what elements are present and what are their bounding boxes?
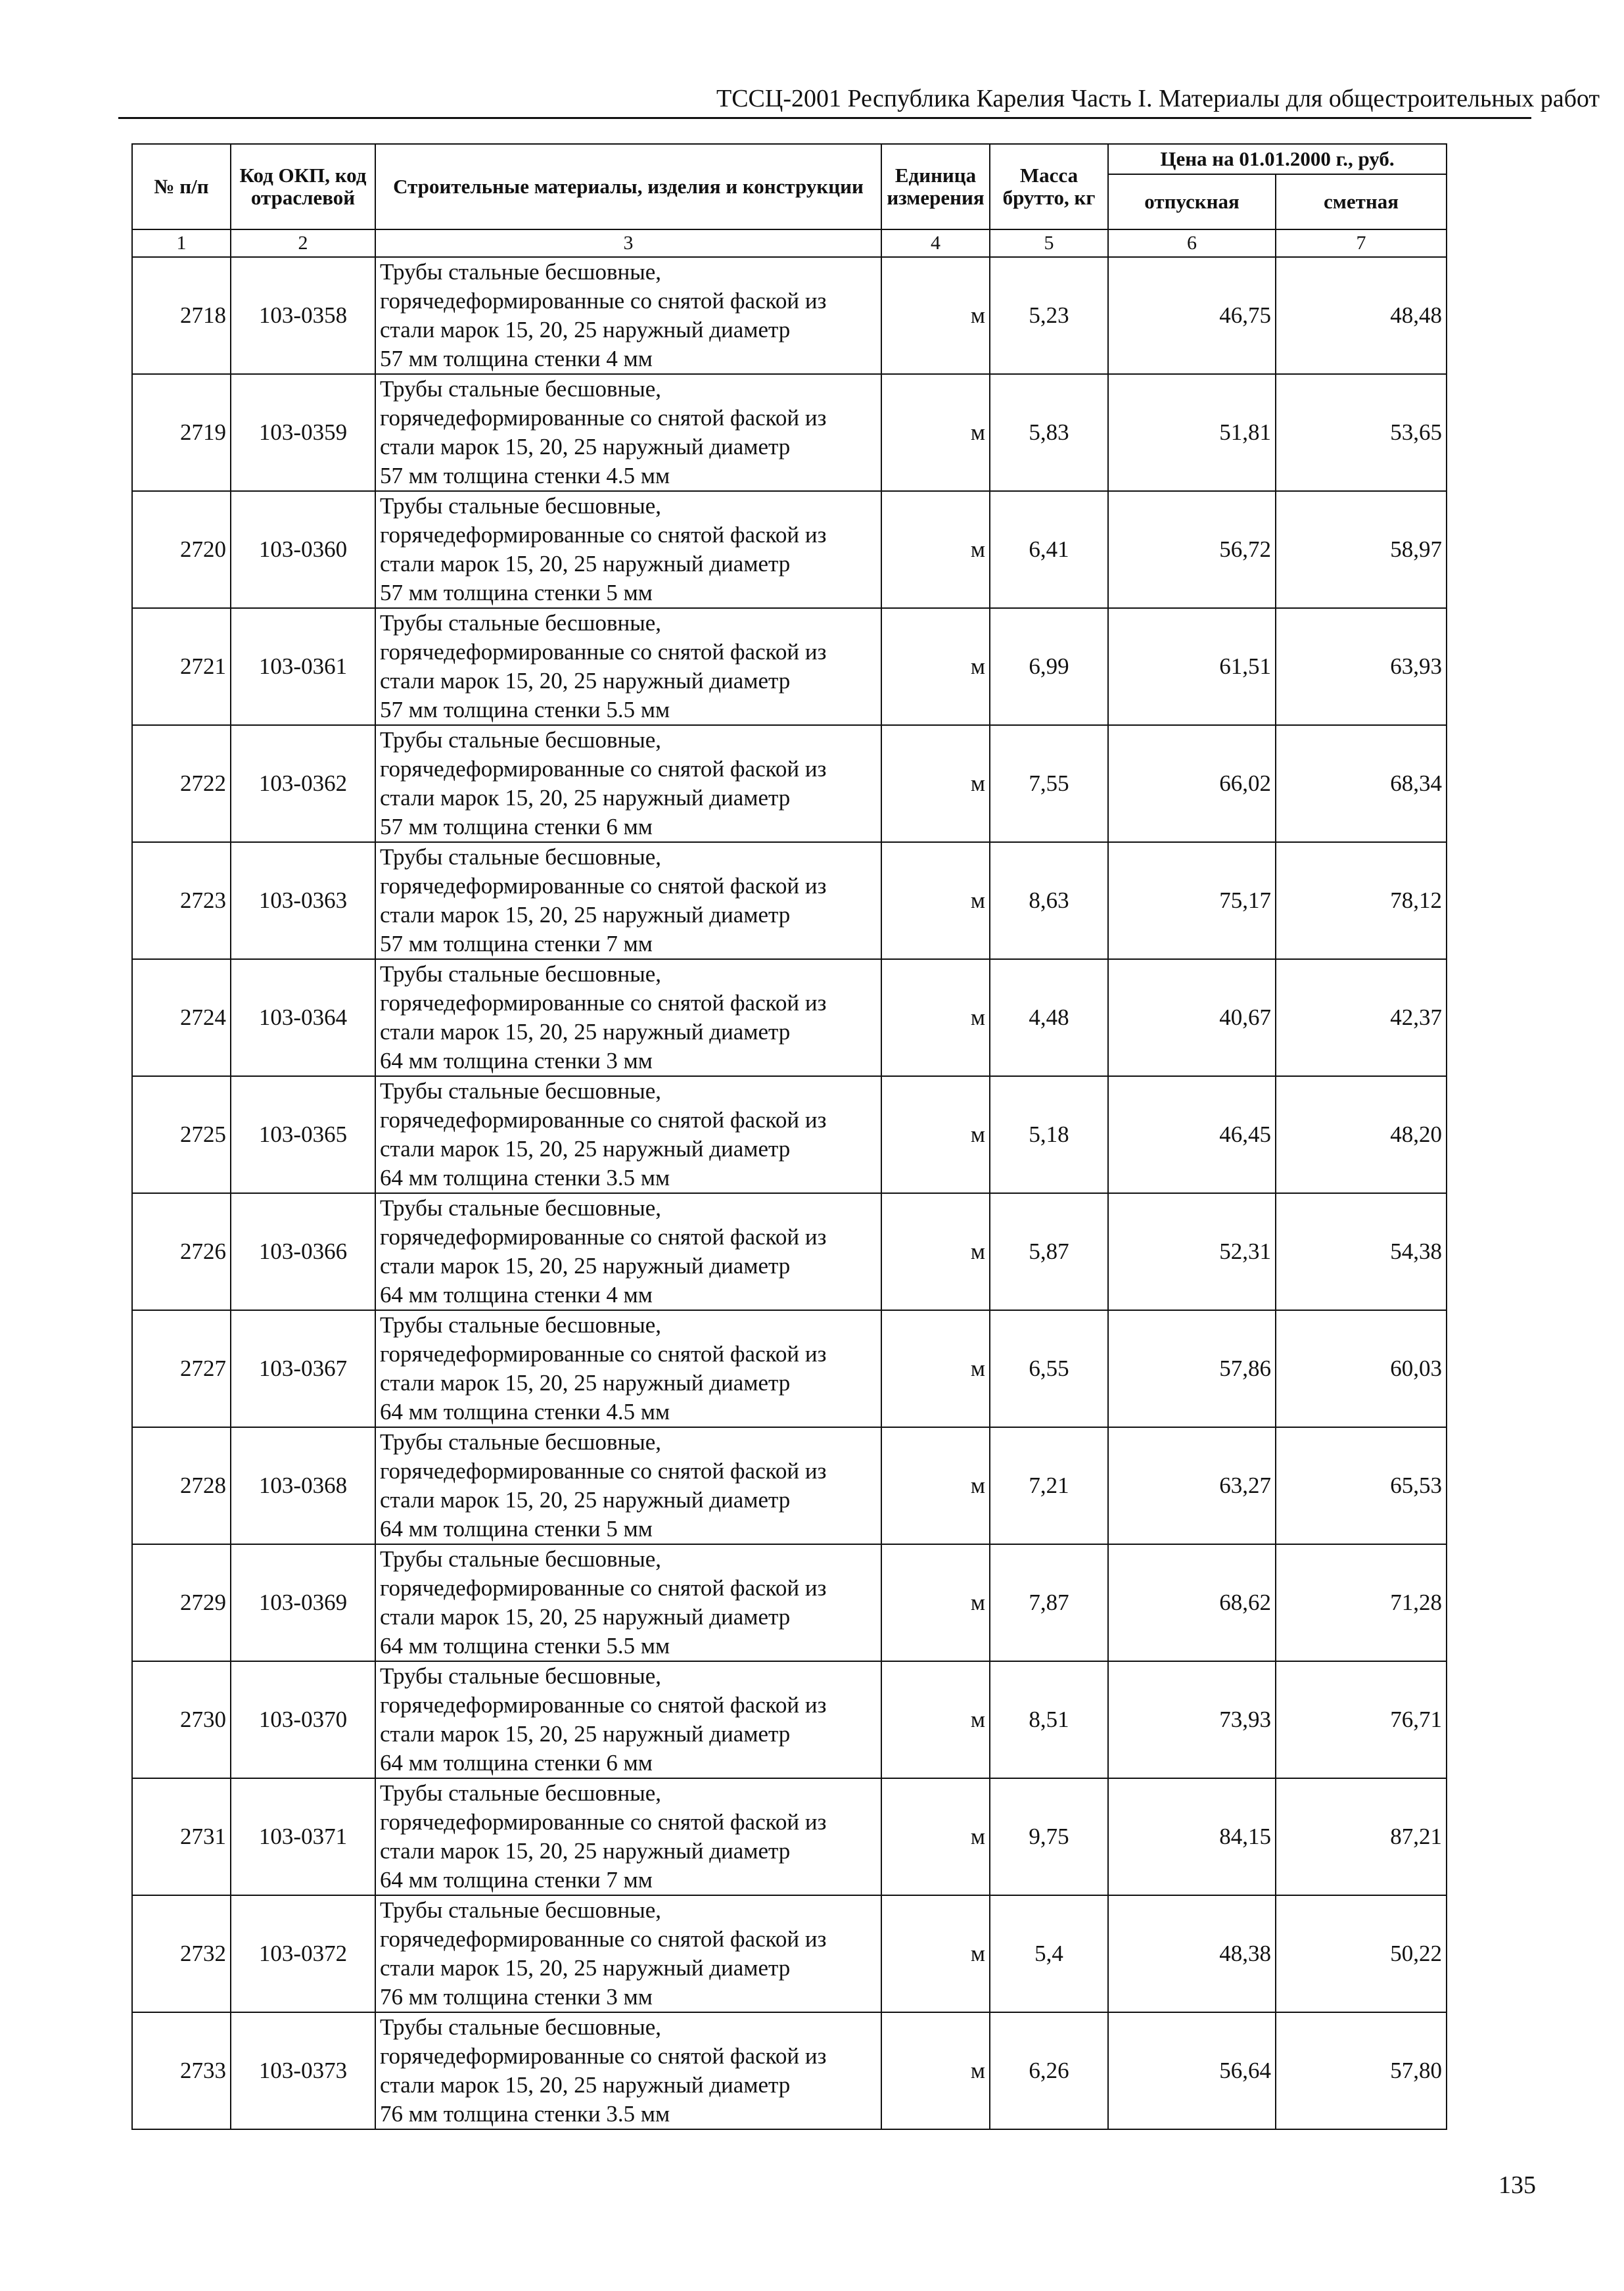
description-line: горячедеформированные со снятой фаской из bbox=[380, 1107, 827, 1133]
gross-mass: 5,18 bbox=[990, 1076, 1108, 1193]
column-number: 5 bbox=[990, 229, 1108, 257]
description-line: 76 мм толщина стенки 3 мм bbox=[380, 1984, 653, 2010]
description-line: 64 мм толщина стенки 6 мм bbox=[380, 1750, 653, 1776]
description-line: Трубы стальные бесшовные, bbox=[380, 1195, 662, 1221]
unit-of-measure: м bbox=[881, 1076, 990, 1193]
material-description bbox=[375, 1076, 881, 1193]
table-row bbox=[132, 959, 1447, 1076]
row-number: 2726 bbox=[132, 1193, 231, 1310]
description-line: стали марок 15, 20, 25 наружный диаметр bbox=[380, 902, 791, 928]
estimate-price: 87,21 bbox=[1276, 1778, 1447, 1895]
price-table bbox=[131, 143, 1447, 2130]
row-number: 2732 bbox=[132, 1895, 231, 2012]
okp-code: 103-0369 bbox=[231, 1544, 375, 1661]
gross-mass: 5,87 bbox=[990, 1193, 1108, 1310]
description-line: 64 мм толщина стенки 5 мм bbox=[380, 1516, 653, 1542]
unit-of-measure: м bbox=[881, 842, 990, 959]
okp-code: 103-0362 bbox=[231, 725, 375, 842]
description-line: Трубы стальные бесшовные, bbox=[380, 1429, 662, 1455]
gross-mass: 6,55 bbox=[990, 1310, 1108, 1427]
description-line: горячедеформированные со снятой фаской из bbox=[380, 990, 827, 1016]
estimate-price: 78,12 bbox=[1276, 842, 1447, 959]
description-line: стали марок 15, 20, 25 наружный диаметр bbox=[380, 1838, 791, 1864]
description-line: Трубы стальные бесшовные, bbox=[380, 1546, 662, 1572]
estimate-price: 65,53 bbox=[1276, 1427, 1447, 1544]
release-price: 66,02 bbox=[1108, 725, 1276, 842]
header-release-price: отпускная bbox=[1108, 174, 1276, 229]
description-line: Трубы стальные бесшовные, bbox=[380, 1780, 662, 1806]
row-number: 2725 bbox=[132, 1076, 231, 1193]
description-line: Трубы стальные бесшовные, bbox=[380, 1663, 662, 1689]
description-line: 64 мм толщина стенки 3 мм bbox=[380, 1048, 653, 1074]
material-description bbox=[375, 959, 881, 1076]
description-line: стали марок 15, 20, 25 наружный диаметр bbox=[380, 434, 791, 460]
release-price: 52,31 bbox=[1108, 1193, 1276, 1310]
okp-code: 103-0361 bbox=[231, 608, 375, 725]
description-line: горячедеформированные со снятой фаской из bbox=[380, 1809, 827, 1835]
description-line: 57 мм толщина стенки 6 мм bbox=[380, 814, 653, 839]
description-line: Трубы стальные бесшовные, bbox=[380, 376, 662, 402]
estimate-price: 53,65 bbox=[1276, 374, 1447, 491]
description-line: стали марок 15, 20, 25 наружный диаметр bbox=[380, 785, 791, 811]
material-description bbox=[375, 1544, 881, 1661]
description-line: стали марок 15, 20, 25 наружный диаметр bbox=[380, 1721, 791, 1747]
description-line: Трубы стальные бесшовные, bbox=[380, 727, 662, 753]
description-line: Трубы стальные бесшовные, bbox=[380, 961, 662, 987]
material-description bbox=[375, 1661, 881, 1778]
gross-mass: 8,63 bbox=[990, 842, 1108, 959]
description-line: стали марок 15, 20, 25 наружный диаметр bbox=[380, 1253, 791, 1279]
column-number: 1 bbox=[132, 229, 231, 257]
unit-of-measure: м bbox=[881, 1661, 990, 1778]
header-unit: Единица измерения bbox=[881, 144, 990, 229]
okp-code: 103-0371 bbox=[231, 1778, 375, 1895]
description-line: горячедеформированные со снятой фаской из bbox=[380, 405, 827, 431]
table-row bbox=[132, 1661, 1447, 1778]
unit-of-measure: м bbox=[881, 2012, 990, 2129]
description-line: стали марок 15, 20, 25 наружный диаметр bbox=[380, 2072, 791, 2098]
material-description bbox=[375, 491, 881, 608]
description-line: Трубы стальные бесшовные, bbox=[380, 259, 662, 285]
description-line: стали марок 15, 20, 25 наружный диаметр bbox=[380, 1136, 791, 1162]
estimate-price: 60,03 bbox=[1276, 1310, 1447, 1427]
okp-code: 103-0360 bbox=[231, 491, 375, 608]
description-line: горячедеформированные со снятой фаской из bbox=[380, 522, 827, 548]
description-line: 64 мм толщина стенки 3.5 мм bbox=[380, 1165, 670, 1191]
material-description bbox=[375, 1193, 881, 1310]
gross-mass: 6,26 bbox=[990, 2012, 1108, 2129]
unit-of-measure: м bbox=[881, 257, 990, 374]
unit-of-measure: м bbox=[881, 1544, 990, 1661]
header-num: № п/п bbox=[132, 144, 231, 229]
table-row bbox=[132, 1544, 1447, 1661]
release-price: 75,17 bbox=[1108, 842, 1276, 959]
unit-of-measure: м bbox=[881, 1310, 990, 1427]
description-line: 57 мм толщина стенки 5.5 мм bbox=[380, 697, 670, 722]
release-price: 56,64 bbox=[1108, 2012, 1276, 2129]
column-number: 4 bbox=[881, 229, 990, 257]
table-row bbox=[132, 2012, 1447, 2129]
unit-of-measure: м bbox=[881, 1427, 990, 1544]
gross-mass: 5,4 bbox=[990, 1895, 1108, 2012]
description-line: Трубы стальные бесшовные, bbox=[380, 1078, 662, 1104]
estimate-price: 68,34 bbox=[1276, 725, 1447, 842]
material-description bbox=[375, 1427, 881, 1544]
description-line: Трубы стальные бесшовные, bbox=[380, 1897, 662, 1923]
header-mass: Масса брутто, кг bbox=[990, 144, 1108, 229]
description-line: горячедеформированные со снятой фаской из bbox=[380, 639, 827, 665]
release-price: 61,51 bbox=[1108, 608, 1276, 725]
description-line: Трубы стальные бесшовные, bbox=[380, 493, 662, 519]
row-number: 2729 bbox=[132, 1544, 231, 1661]
description-line: 64 мм толщина стенки 7 мм bbox=[380, 1867, 653, 1893]
okp-code: 103-0366 bbox=[231, 1193, 375, 1310]
header-code: Код ОКП, код отраслевой bbox=[231, 144, 375, 229]
okp-code: 103-0372 bbox=[231, 1895, 375, 2012]
column-number: 2 bbox=[231, 229, 375, 257]
description-line: стали марок 15, 20, 25 наружный диаметр bbox=[380, 1487, 791, 1513]
okp-code: 103-0358 bbox=[231, 257, 375, 374]
material-description bbox=[375, 725, 881, 842]
release-price: 46,75 bbox=[1108, 257, 1276, 374]
table-row bbox=[132, 374, 1447, 491]
release-price: 68,62 bbox=[1108, 1544, 1276, 1661]
estimate-price: 63,93 bbox=[1276, 608, 1447, 725]
description-line: 57 мм толщина стенки 4.5 мм bbox=[380, 463, 670, 488]
unit-of-measure: м bbox=[881, 608, 990, 725]
release-price: 63,27 bbox=[1108, 1427, 1276, 1544]
okp-code: 103-0363 bbox=[231, 842, 375, 959]
row-number: 2718 bbox=[132, 257, 231, 374]
estimate-price: 76,71 bbox=[1276, 1661, 1447, 1778]
description-line: стали марок 15, 20, 25 наружный диаметр bbox=[380, 317, 791, 342]
gross-mass: 6,41 bbox=[990, 491, 1108, 608]
description-line: стали марок 15, 20, 25 наружный диаметр bbox=[380, 1370, 791, 1396]
gross-mass: 5,83 bbox=[990, 374, 1108, 491]
description-line: горячедеформированные со снятой фаской из bbox=[380, 1341, 827, 1367]
description-line: стали марок 15, 20, 25 наружный диаметр bbox=[380, 1019, 791, 1045]
column-number-row bbox=[132, 229, 1447, 257]
header-divider bbox=[118, 117, 1531, 119]
release-price: 57,86 bbox=[1108, 1310, 1276, 1427]
description-line: горячедеформированные со снятой фаской из bbox=[380, 1224, 827, 1250]
estimate-price: 58,97 bbox=[1276, 491, 1447, 608]
column-number: 3 bbox=[375, 229, 881, 257]
table-row bbox=[132, 1076, 1447, 1193]
table-row bbox=[132, 257, 1447, 374]
description-line: Трубы стальные бесшовные, bbox=[380, 844, 662, 870]
table-row bbox=[132, 1427, 1447, 1544]
estimate-price: 57,80 bbox=[1276, 2012, 1447, 2129]
header-price-group: Цена на 01.01.2000 г., руб. bbox=[1108, 144, 1447, 174]
description-line: Трубы стальные бесшовные, bbox=[380, 2014, 662, 2040]
okp-code: 103-0364 bbox=[231, 959, 375, 1076]
table-row bbox=[132, 1193, 1447, 1310]
material-description bbox=[375, 1310, 881, 1427]
table-row bbox=[132, 1895, 1447, 2012]
gross-mass: 7,21 bbox=[990, 1427, 1108, 1544]
gross-mass: 7,55 bbox=[990, 725, 1108, 842]
gross-mass: 6,99 bbox=[990, 608, 1108, 725]
description-line: горячедеформированные со снятой фаской из bbox=[380, 1692, 827, 1718]
estimate-price: 54,38 bbox=[1276, 1193, 1447, 1310]
page-number: 135 bbox=[1498, 2171, 1536, 2199]
okp-code: 103-0365 bbox=[231, 1076, 375, 1193]
description-line: 57 мм толщина стенки 5 мм bbox=[380, 580, 653, 605]
release-price: 46,45 bbox=[1108, 1076, 1276, 1193]
estimate-price: 48,20 bbox=[1276, 1076, 1447, 1193]
header-name: Строительные материалы, изделия и конструкции bbox=[375, 144, 881, 229]
description-line: горячедеформированные со снятой фаской из bbox=[380, 1926, 827, 1952]
material-description bbox=[375, 2012, 881, 2129]
description-line: 64 мм толщина стенки 5.5 мм bbox=[380, 1633, 670, 1659]
estimate-price: 71,28 bbox=[1276, 1544, 1447, 1661]
column-number: 6 bbox=[1108, 229, 1276, 257]
row-number: 2722 bbox=[132, 725, 231, 842]
row-number: 2723 bbox=[132, 842, 231, 959]
description-line: горячедеформированные со снятой фаской из bbox=[380, 756, 827, 782]
description-line: Трубы стальные бесшовные, bbox=[380, 1312, 662, 1338]
row-number: 2720 bbox=[132, 491, 231, 608]
estimate-price: 50,22 bbox=[1276, 1895, 1447, 2012]
unit-of-measure: м bbox=[881, 725, 990, 842]
description-line: стали марок 15, 20, 25 наружный диаметр bbox=[380, 1955, 791, 1981]
description-line: горячедеформированные со снятой фаской из bbox=[380, 1458, 827, 1484]
okp-code: 103-0373 bbox=[231, 2012, 375, 2129]
unit-of-measure: м bbox=[881, 491, 990, 608]
row-number: 2727 bbox=[132, 1310, 231, 1427]
release-price: 51,81 bbox=[1108, 374, 1276, 491]
release-price: 48,38 bbox=[1108, 1895, 1276, 2012]
gross-mass: 4,48 bbox=[990, 959, 1108, 1076]
unit-of-measure: м bbox=[881, 1895, 990, 2012]
table-row bbox=[132, 725, 1447, 842]
gross-mass: 5,23 bbox=[990, 257, 1108, 374]
gross-mass: 7,87 bbox=[990, 1544, 1108, 1661]
material-description bbox=[375, 608, 881, 725]
description-line: горячедеформированные со снятой фаской из bbox=[380, 1575, 827, 1601]
unit-of-measure: м bbox=[881, 374, 990, 491]
release-price: 84,15 bbox=[1108, 1778, 1276, 1895]
release-price: 56,72 bbox=[1108, 491, 1276, 608]
description-line: Трубы стальные бесшовные, bbox=[380, 610, 662, 636]
table-row bbox=[132, 1310, 1447, 1427]
material-description bbox=[375, 842, 881, 959]
description-line: 64 мм толщина стенки 4.5 мм bbox=[380, 1399, 670, 1425]
column-number: 7 bbox=[1276, 229, 1447, 257]
material-description bbox=[375, 257, 881, 374]
description-line: горячедеформированные со снятой фаской из bbox=[380, 288, 827, 314]
unit-of-measure: м bbox=[881, 1193, 990, 1310]
row-number: 2730 bbox=[132, 1661, 231, 1778]
description-line: горячедеформированные со снятой фаской из bbox=[380, 873, 827, 899]
table-row bbox=[132, 1778, 1447, 1895]
description-line: 57 мм толщина стенки 7 мм bbox=[380, 931, 653, 957]
material-description bbox=[375, 374, 881, 491]
unit-of-measure: м bbox=[881, 1778, 990, 1895]
description-line: стали марок 15, 20, 25 наружный диаметр bbox=[380, 668, 791, 694]
row-number: 2733 bbox=[132, 2012, 231, 2129]
unit-of-measure: м bbox=[881, 959, 990, 1076]
description-line: стали марок 15, 20, 25 наружный диаметр bbox=[380, 551, 791, 577]
table-row bbox=[132, 608, 1447, 725]
row-number: 2721 bbox=[132, 608, 231, 725]
material-description bbox=[375, 1778, 881, 1895]
okp-code: 103-0370 bbox=[231, 1661, 375, 1778]
release-price: 40,67 bbox=[1108, 959, 1276, 1076]
estimate-price: 42,37 bbox=[1276, 959, 1447, 1076]
row-number: 2724 bbox=[132, 959, 231, 1076]
release-price: 73,93 bbox=[1108, 1661, 1276, 1778]
description-line: горячедеформированные со снятой фаской из bbox=[380, 2043, 827, 2069]
description-line: 64 мм толщина стенки 4 мм bbox=[380, 1282, 653, 1308]
description-line: 57 мм толщина стенки 4 мм bbox=[380, 346, 653, 371]
okp-code: 103-0359 bbox=[231, 374, 375, 491]
description-line: 76 мм толщина стенки 3.5 мм bbox=[380, 2101, 670, 2127]
description-line: стали марок 15, 20, 25 наружный диаметр bbox=[380, 1604, 791, 1630]
estimate-price: 48,48 bbox=[1276, 257, 1447, 374]
material-description bbox=[375, 1895, 881, 2012]
row-number: 2719 bbox=[132, 374, 231, 491]
row-number: 2731 bbox=[132, 1778, 231, 1895]
table-row bbox=[132, 491, 1447, 608]
okp-code: 103-0368 bbox=[231, 1427, 375, 1544]
gross-mass: 9,75 bbox=[990, 1778, 1108, 1895]
table-row bbox=[132, 842, 1447, 959]
gross-mass: 8,51 bbox=[990, 1661, 1108, 1778]
header-estimate-price: сметная bbox=[1276, 174, 1447, 229]
row-number: 2728 bbox=[132, 1427, 231, 1544]
document-header-title: ТССЦ-2001 Республика Карелия Часть I. Материалы для общестроительных работ bbox=[716, 85, 1600, 112]
okp-code: 103-0367 bbox=[231, 1310, 375, 1427]
